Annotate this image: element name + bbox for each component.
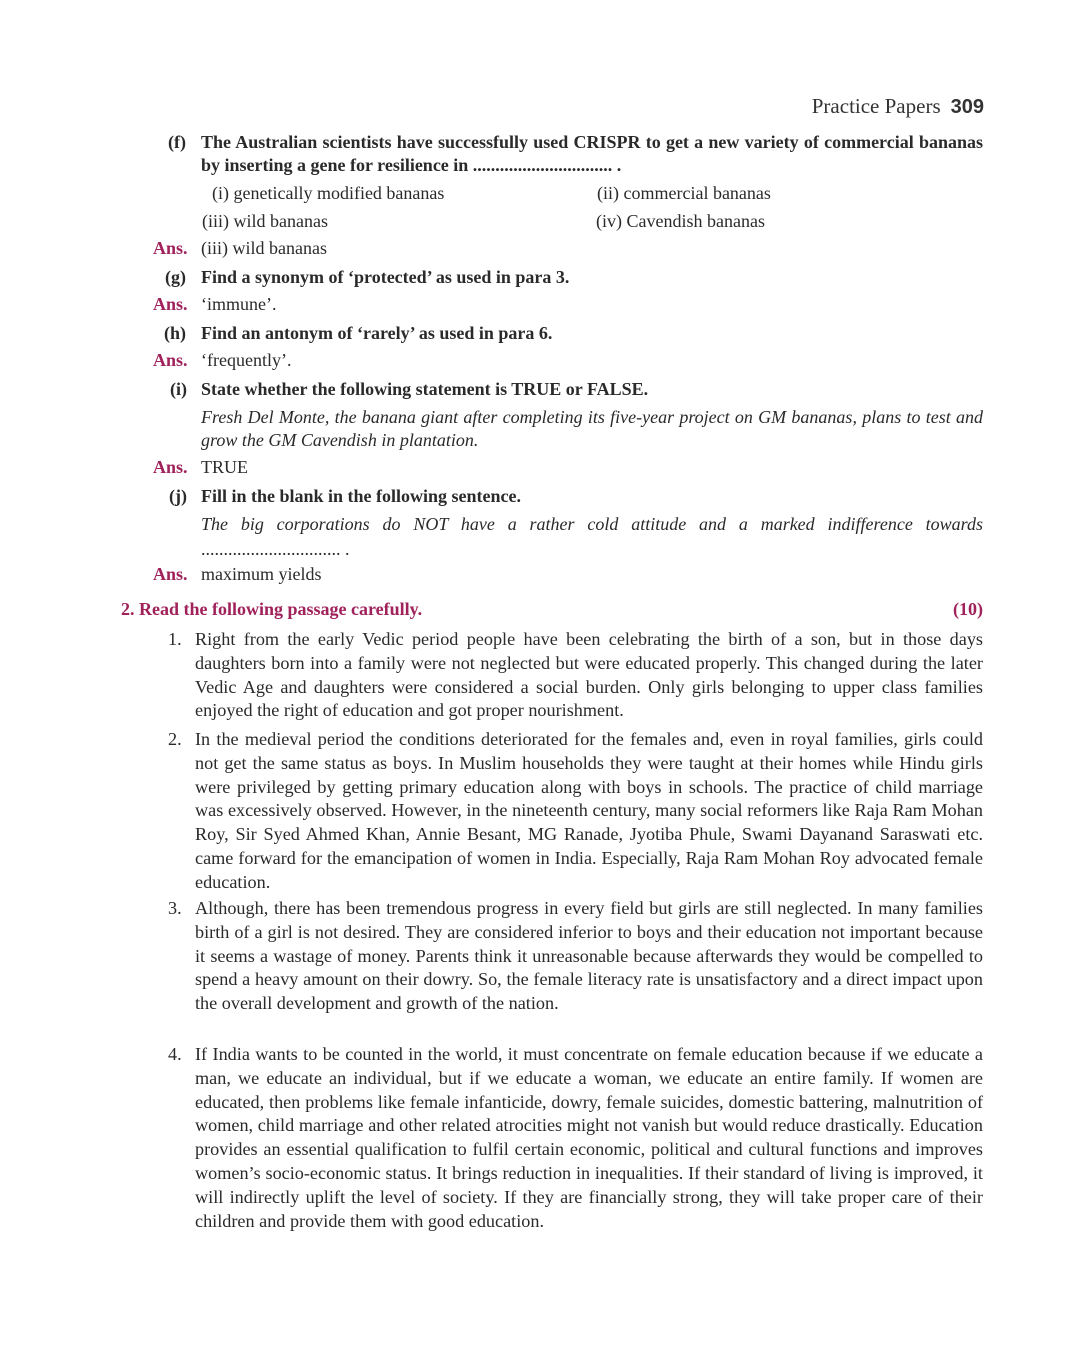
answer-text: (iii) wild bananas <box>201 238 327 258</box>
question-label: (f) <box>168 132 186 152</box>
paragraph-text: If India wants to be counted in the world, it must concentrate on female education because if we educate a man, we educate an individual, but if we educate a woman, we educate an entire family. If women are educated, then problems like female infanticide, dowry, female suicides, domestic battering, malnutrition of women, child marriage and other related atrocities might not vanish but would reduce drastically. Education provides an essential qualification to fulfil certain economic, political and cultural functions and improves women’s socio-economic status. It brings reduction in inequalities. If their standard of living is improved, it will indirectly uplift the level of society. If they are financially strong, they will take proper care of their children and provide them with good education. <box>195 1044 983 1231</box>
section-title: 2. Read the following passage carefully. <box>121 599 423 619</box>
answer-label: Ans. <box>153 238 188 258</box>
question-label: (g) <box>165 267 186 287</box>
paragraph-text: Although, there has been tremendous progress in every field but girls are still neglected. In many families birth of a girl is not desired. They are considered inferior to boys and their education not important because it seems a wastage of money. Parents think it unreasonable because afterwards they would be compelled to spend a heavy amount on their dowry. So, the female literacy rate is unsatisfactory and a direct impact upon the overall development and growth of the nation. <box>195 898 983 1014</box>
option-i: (i) genetically modified bananas <box>212 183 445 203</box>
section-marks: (10) <box>953 599 983 619</box>
page-number: 309 <box>950 96 984 118</box>
page-header <box>812 94 984 119</box>
paragraph-number: 4. <box>168 1044 182 1064</box>
answer-label: Ans. <box>153 457 188 477</box>
blank-line: ............................... . <box>201 539 350 559</box>
paragraph-number: 3. <box>168 898 182 918</box>
answer-text: TRUE <box>201 457 248 477</box>
question-text: Find a synonym of ‘protected’ as used in para 3. <box>201 267 570 287</box>
question-text: The Australian scientists have successfully used CRISPR to get a new variety of commercial bananas by inserting a gene for resilience in ............................... . <box>201 132 983 175</box>
question-text: State whether the following statement is TRUE or FALSE. <box>201 379 649 399</box>
option-ii: (ii) commercial bananas <box>597 183 771 203</box>
paragraph-text: In the medieval period the conditions deteriorated for the females and, even in royal families, girls could not get the same status as boys. In Muslim households they were taught at their homes while Hindu girls were privileged by getting primary education along with boys in schools. The practice of child marriage was excessively observed. However, in the nineteenth century, many social reformers like Raja Ram Mohan Roy, Sir Syed Ahmed Khan, Annie Besant, MG Ranade, Jyotiba Phule, Swami Dayanand Saraswati etc. came forward for the emancipation of women in India. Especially, Raja Ram Mohan Roy advocated female education. <box>195 729 983 892</box>
statement-text: The big corporations do NOT have a rather cold attitude and a marked indifference towards <box>201 514 983 534</box>
answer-label: Ans. <box>153 564 188 584</box>
answer-text: ‘frequently’. <box>201 350 292 370</box>
answer-text: maximum yields <box>201 564 322 584</box>
paragraph-number: 2. <box>168 729 182 749</box>
question-text: Fill in the blank in the following sentence. <box>201 486 522 506</box>
question-label: (h) <box>164 323 186 343</box>
question-label: (j) <box>169 486 187 506</box>
option-iii: (iii) wild bananas <box>202 211 328 231</box>
question-label: (i) <box>170 379 187 399</box>
answer-text: ‘immune’. <box>201 294 277 314</box>
question-text: Find an antonym of ‘rarely’ as used in para 6. <box>201 323 553 343</box>
answer-label: Ans. <box>153 294 188 314</box>
statement-text: Fresh Del Monte, the banana giant after completing its five-year project on GM bananas, plans to test and grow the GM Cavendish in plantation. <box>201 407 983 450</box>
option-iv: (iv) Cavendish bananas <box>596 211 765 231</box>
paragraph-number: 1. <box>168 629 182 649</box>
header-title: Practice Papers <box>811 94 941 118</box>
paragraph-text: Right from the early Vedic period people have been celebrating the birth of a son, but in those days daughters born into a family were not neglected but were educated properly. This changed during the later Vedic Age and daughters were considered a social burden. Only girls belonging to upper class families enjoyed the right of education and got proper nourishment. <box>195 629 983 721</box>
answer-label: Ans. <box>153 350 188 370</box>
